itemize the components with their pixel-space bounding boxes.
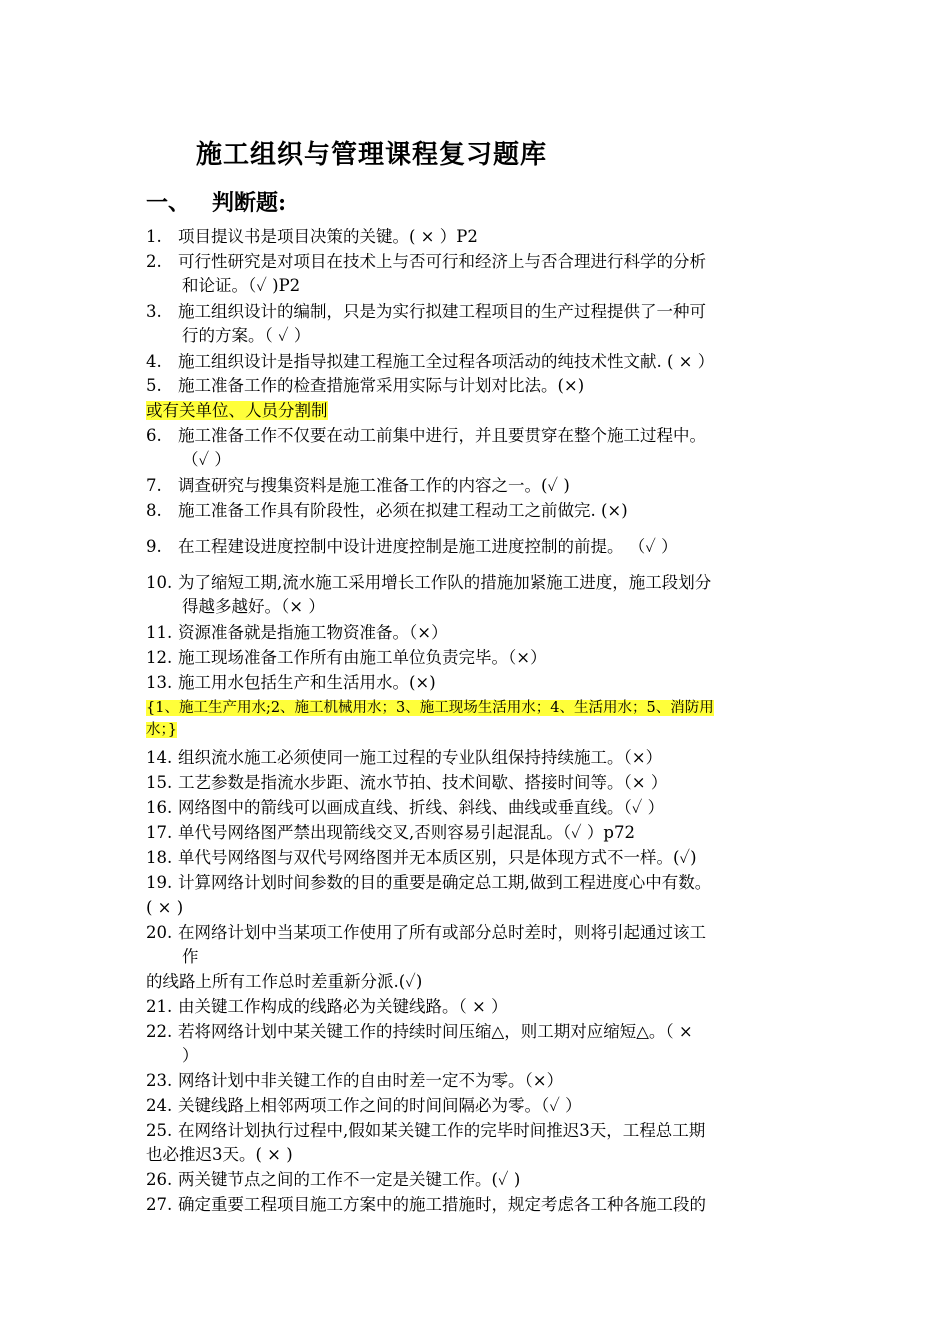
question-2: 2. 可行性研究是对项目在技术上与否可行和经济上与否合理进行科学的分析 和论证。（✓ )P2 [146, 252, 706, 295]
highlight-note-1: 或有关单位、人员分割制 [146, 401, 328, 420]
question-15: 15. 工艺参数是指流水步距、流水节拍、技术间歇、搭接时间等。（× ） [146, 773, 668, 792]
question-19-continuation: ( × ) [146, 898, 184, 917]
question-10: 10. 为了缩短工期,流水施工采用增长工作队的措施加紧施工进度，施工段划分 得越多越好。（× ） [146, 573, 712, 616]
question-12: 12. 施工现场准备工作所有由施工单位负责完毕。（×） [146, 648, 547, 667]
question-19: 19. 计算网络计划时间参数的目的重要是确定总工期,做到工程进度心中有数。 [146, 873, 712, 892]
question-20-continuation: 的线路上所有工作总时差重新分派.(✓) [146, 972, 423, 991]
question-21: 21. 由关键工作构成的线路必为关键线路。（ × ） [146, 997, 508, 1016]
question-4: 4. 施工组织设计是指导拟建工程施工全过程各项活动的纯技术性文献. ( × ） [146, 352, 715, 371]
question-6: 6. 施工准备工作不仅要在动工前集中进行，并且要贯穿在整个施工过程中。 （✓ ） [146, 426, 706, 469]
question-16: 16. 网络图中的箭线可以画成直线、折线、斜线、曲线或垂直线。（✓ ） [146, 798, 665, 817]
question-20: 20. 在网络计划中当某项工作使用了所有或部分总时差时，则将引起通过该工 作 [146, 923, 706, 966]
question-14: 14. 组织流水施工必须使同一施工过程的专业队组保持持续施工。（×） [146, 748, 663, 767]
question-7: 7. 调查研究与搜集资料是施工准备工作的内容之一。(✓ ) [146, 476, 570, 495]
section-label: 判断题: [212, 190, 287, 216]
question-1: 1. 项目提议书是项目决策的关键。( × ）P2 [146, 227, 478, 246]
section-number: 一、 [146, 190, 191, 216]
question-8: 8. 施工准备工作具有阶段性，必须在拟建工程动工之前做完. (×) [146, 501, 628, 520]
question-22: 22. 若将网络计划中某关键工作的持续时间压缩△，则工期对应缩短△。（ × ） [146, 1022, 693, 1065]
question-25: 25. 在网络计划执行过程中,假如某关键工作的完毕时间推迟3天，工程总工期 [146, 1121, 706, 1140]
question-25-continuation: 也必推迟3天。( × ) [146, 1145, 293, 1164]
question-11: 11. 资源准备就是指施工物资准备。（×） [146, 623, 448, 642]
page-title: 施工组织与管理课程复习题库 [196, 140, 548, 170]
question-23: 23. 网络计划中非关键工作的自由时差一定不为零。（×） [146, 1071, 564, 1090]
question-9: 9. 在工程建设进度控制中设计进度控制是施工进度控制的前提。 （✓ ） [146, 537, 678, 556]
question-18: 18. 单代号网络图与双代号网络图并无本质区别，只是体现方式不一样。(✓) [146, 848, 697, 867]
section-heading [146, 186, 286, 217]
question-5: 5. 施工准备工作的检查措施常采用实际与计划对比法。(×) [146, 376, 585, 395]
question-17: 17. 单代号网络图严禁出现箭线交叉,否则容易引起混乱。（✓ ）p72 [146, 823, 635, 842]
question-24: 24. 关键线路上相邻两项工作之间的时间间隔必为零。（✓ ） [146, 1096, 582, 1115]
highlight-note-2: {1、施工生产用水;2、施工机械用水；3、施工现场生活用水；4、生活用水；5、消防用 水；} [146, 700, 714, 738]
question-26: 26. 两关键节点之间的工作不一定是关键工作。(✓ ) [146, 1170, 521, 1189]
question-3: 3. 施工组织设计的编制，只是为实行拟建工程项目的生产过程提供了一种可 行的方案。（ ✓ ） [146, 302, 706, 345]
question-13: 13. 施工用水包括生产和生活用水。(×) [146, 673, 436, 692]
question-27: 27. 确定重要工程项目施工方案中的施工措施时，规定考虑各工种各施工段的 [146, 1195, 706, 1214]
